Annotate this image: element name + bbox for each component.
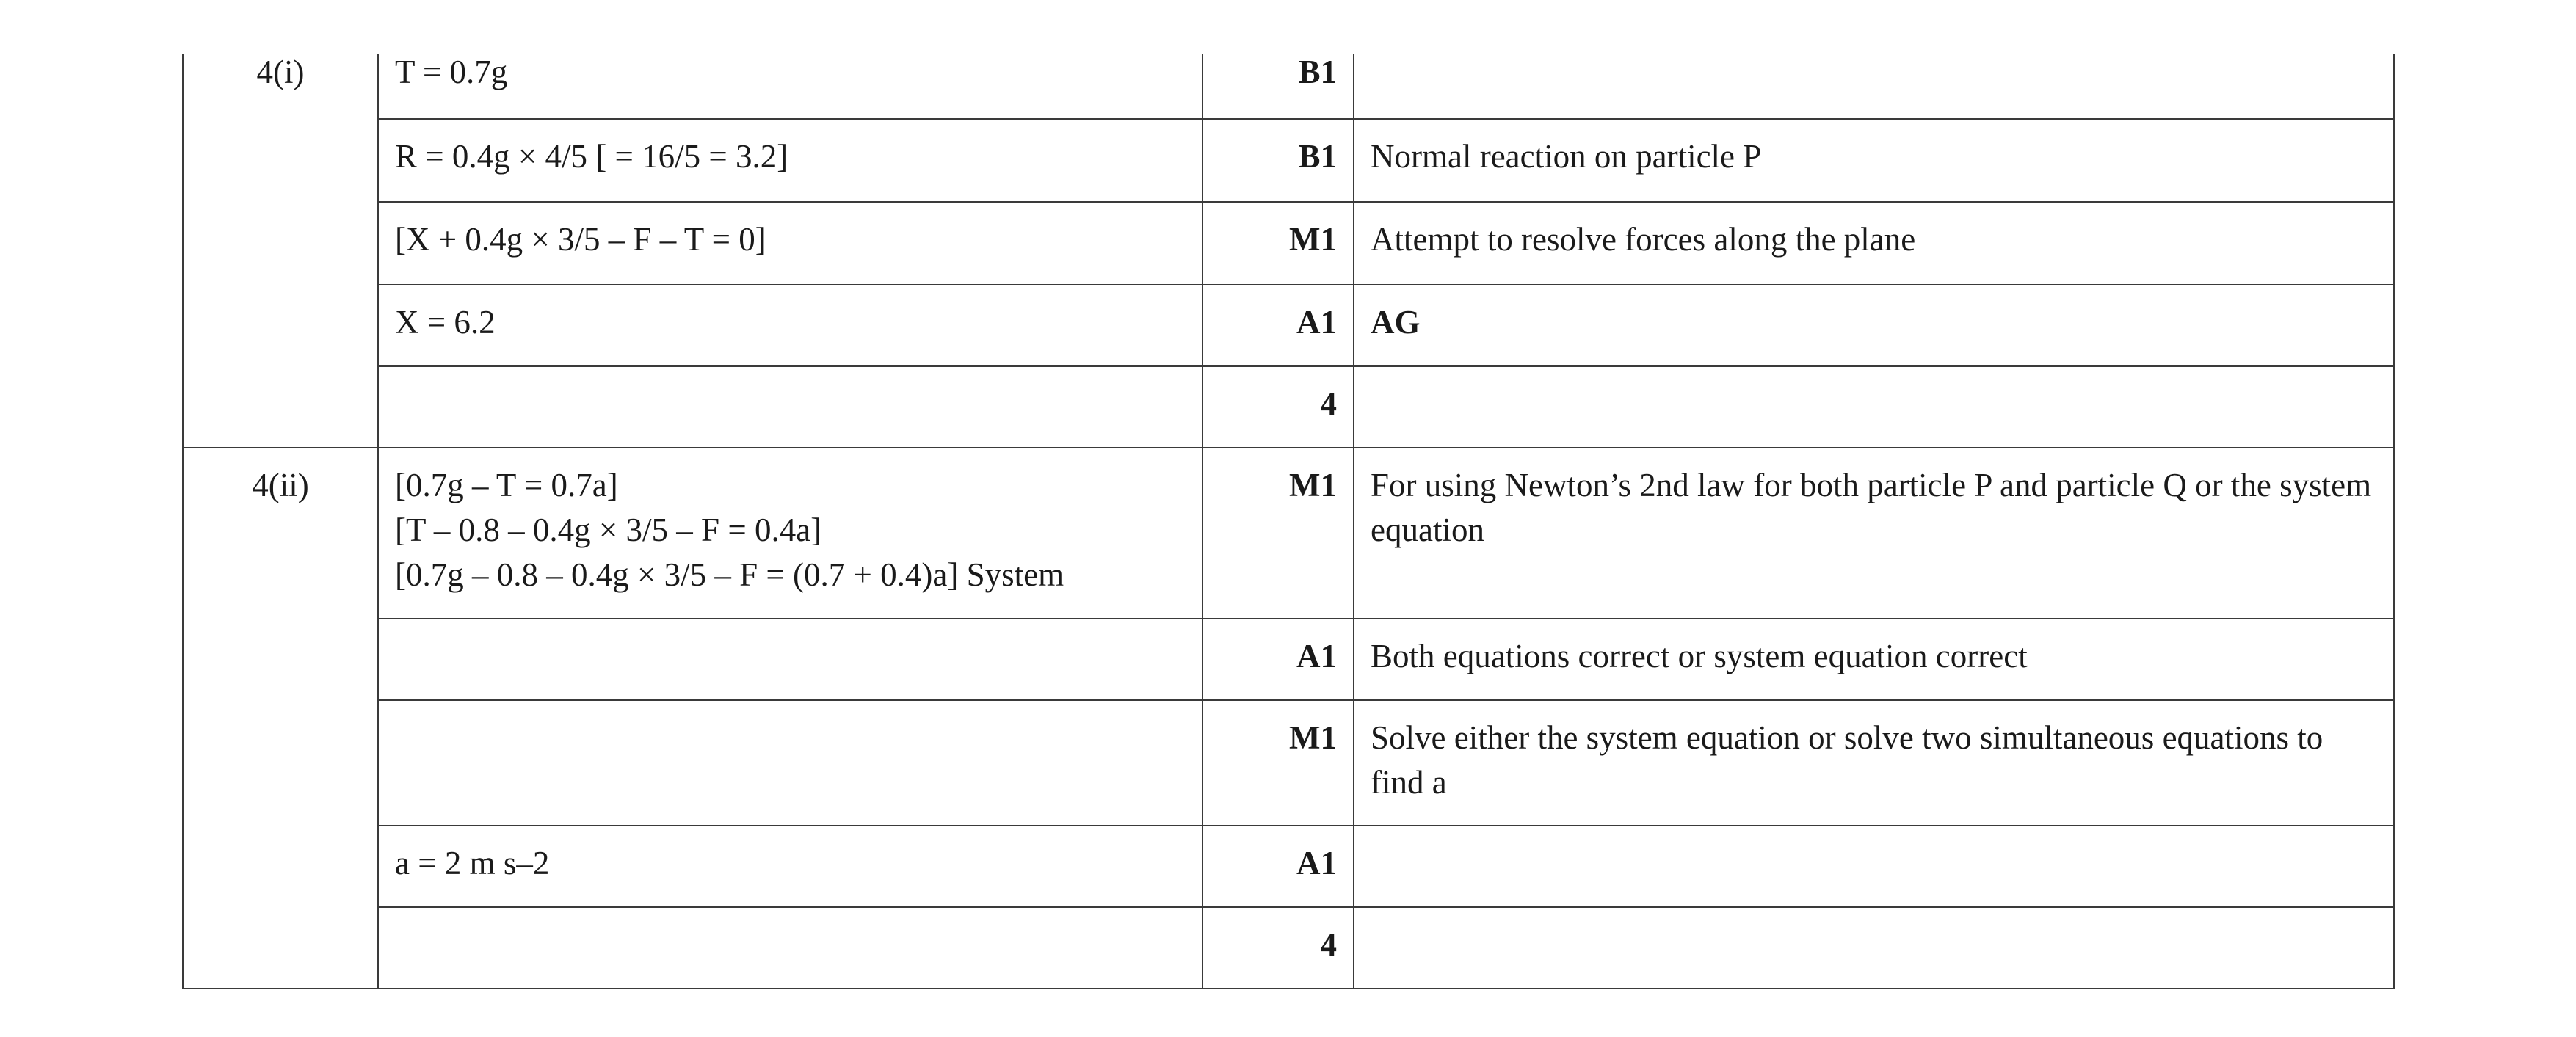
answer-cell bbox=[378, 119, 1202, 202]
table-row bbox=[183, 366, 2394, 448]
answer-cell bbox=[378, 907, 1202, 989]
guidance-cell: Normal reaction on particle P bbox=[1354, 119, 2394, 202]
mark-cell: M1 bbox=[1202, 202, 1354, 285]
answer-line: X = 6.2 bbox=[395, 304, 496, 341]
guidance-cell: For using Newton’s 2nd law for both particle P and particle Q or the system equation bbox=[1354, 448, 2394, 619]
guidance-cell bbox=[1354, 285, 2394, 366]
total-mark-cell: 4 bbox=[1202, 366, 1354, 448]
answer-cell bbox=[378, 826, 1202, 907]
guidance-cell: Attempt to resolve forces along the plane bbox=[1354, 202, 2394, 285]
answer-line: [0.7g – T = 0.7a] bbox=[395, 467, 618, 503]
answer-cell bbox=[378, 202, 1202, 285]
answer-line: T = 0.7g bbox=[395, 54, 508, 90]
total-mark-cell: 4 bbox=[1202, 907, 1354, 989]
mark-cell: B1 bbox=[1202, 119, 1354, 202]
table-row bbox=[183, 907, 2394, 989]
guidance-cell bbox=[1354, 366, 2394, 448]
mark-cell: A1 bbox=[1202, 285, 1354, 366]
answer-cell bbox=[378, 700, 1202, 826]
answer-given-note: AG bbox=[1371, 304, 1421, 341]
guidance-cell bbox=[1354, 907, 2394, 989]
answer-cell bbox=[378, 285, 1202, 366]
answer-line: [X + 0.4g × 3/5 – F – T = 0] bbox=[395, 221, 766, 258]
table-row bbox=[183, 54, 2394, 119]
table-row bbox=[183, 826, 2394, 907]
table-row bbox=[183, 448, 2394, 619]
mark-cell: A1 bbox=[1202, 619, 1354, 700]
mark-cell: M1 bbox=[1202, 448, 1354, 619]
mark-scheme-grid bbox=[182, 54, 2395, 989]
answer-cell bbox=[378, 54, 1202, 119]
answer-line: [0.7g – 0.8 – 0.4g × 3/5 – F = (0.7 + 0.4)a] System bbox=[395, 556, 1064, 593]
table-row bbox=[183, 202, 2394, 285]
guidance-cell: Both equations correct or system equation correct bbox=[1354, 619, 2394, 700]
answer-line: a = 2 m s–2 bbox=[395, 845, 550, 881]
guidance-cell bbox=[1354, 826, 2394, 907]
mark-cell: A1 bbox=[1202, 826, 1354, 907]
guidance-cell bbox=[1354, 54, 2394, 119]
guidance-cell: Solve either the system equation or solve two simultaneous equations to find a bbox=[1354, 700, 2394, 826]
answer-cell bbox=[378, 448, 1202, 619]
answer-cell bbox=[378, 366, 1202, 448]
answer-cell bbox=[378, 619, 1202, 700]
mark-cell: B1 bbox=[1202, 54, 1354, 119]
mark-cell: M1 bbox=[1202, 700, 1354, 826]
mark-scheme-table bbox=[182, 54, 2393, 989]
question-number: 4(ii) bbox=[183, 448, 378, 989]
question-number: 4(i) bbox=[183, 54, 378, 448]
table-row bbox=[183, 285, 2394, 366]
answer-line: R = 0.4g × 4/5 [ = 16/5 = 3.2] bbox=[395, 138, 788, 175]
table-row bbox=[183, 619, 2394, 700]
answer-line: [T – 0.8 – 0.4g × 3/5 – F = 0.4a] bbox=[395, 512, 822, 548]
table-row bbox=[183, 700, 2394, 826]
table-row bbox=[183, 119, 2394, 202]
